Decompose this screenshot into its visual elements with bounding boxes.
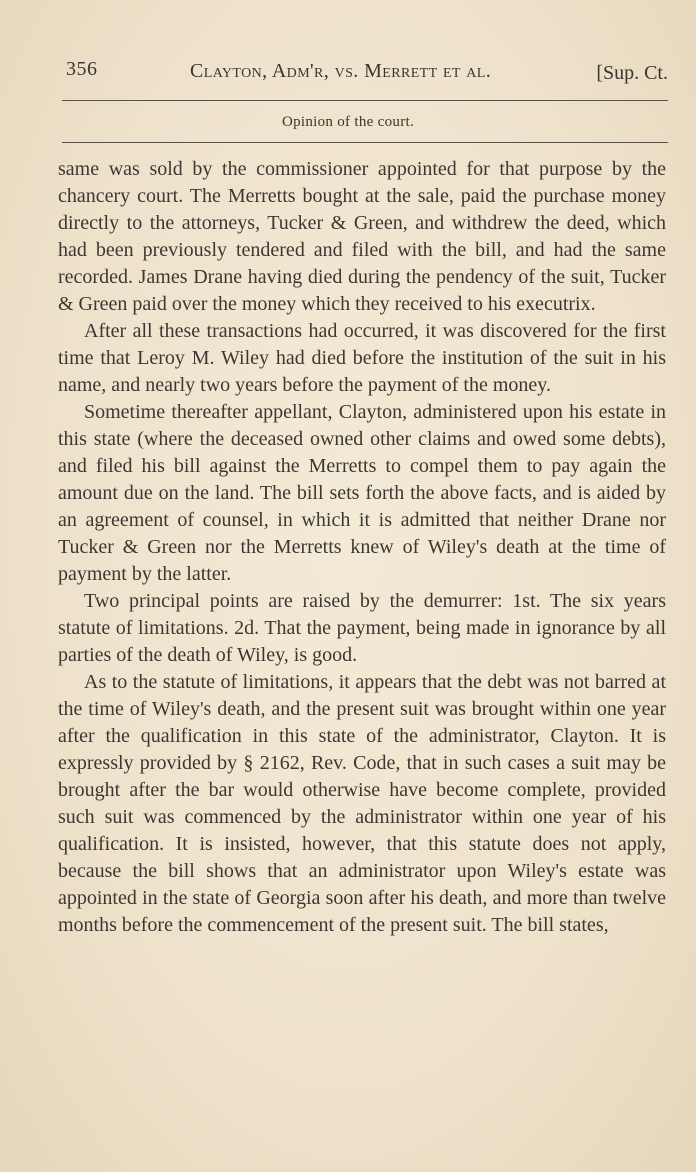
paragraph: As to the statute of limitations, it appears that the debt was not barred at the time of Wiley's death, and the present suit was brought within one year after the qualification in this state of the administrator, Clayton. It is expressly provided by § 2162, Rev. Code, that in such cases a suit may be brought after the bar would otherwise have become complete, provided such suit was commenced by the administrator within one year of his qualification. It is insisted, however, that this statute does not apply, because the bill shows that an administrator upon Wiley's estate was appointed in the state of Georgia soon after his death, and more than twelve months before the commencement of the present suit. The bill states, [58,671,666,936]
section-subheading: Opinion of the court. [281,114,415,130]
header-rule-bottom [62,142,668,143]
header-rule-top [62,100,668,101]
paragraph: After all these transactions had occurred, it was discovered for the first time that Leroy M. Wiley had died before the institution of the suit in his name, and nearly two years before the payment of the money. [58,320,666,396]
running-title: Clayton, Adm'r, vs. Merrett et al. [190,60,492,82]
page-number: 356 [66,58,98,80]
paragraph: Sometime thereafter appellant, Clayton, administered upon his estate in this state (where the deceased owned other claims and owed some debts), and filed his bill against the Merretts to compel them to pay again the amount due on the land. The bill sets forth the above facts, and is aided by an agreement of counsel, in which it is admitted that neither Drane nor Tucker & Green nor the Merretts knew of Wiley's death at the time of payment by the latter. [58,401,666,585]
court-label: [Sup. Ct. [596,62,668,84]
paragraph: same was sold by the commissioner appointed for that purpose by the chancery court. The Merretts bought at the sale, paid the purchase money directly to the attorneys, Tucker & Green, and withdrew the deed, which had been previously tendered and filed with the bill, and had the same recorded. James Drane having died during the pendency of the suit, Tucker & Green paid over the money which they received to his executrix. [58,158,666,315]
running-header [66,52,668,92]
body-text [58,156,666,939]
paragraph: Two principal points are raised by the demurrer: 1st. The six years statute of limitations. 2d. That the payment, being made in ignorance by all parties of the death of Wiley, is good. [58,590,666,666]
